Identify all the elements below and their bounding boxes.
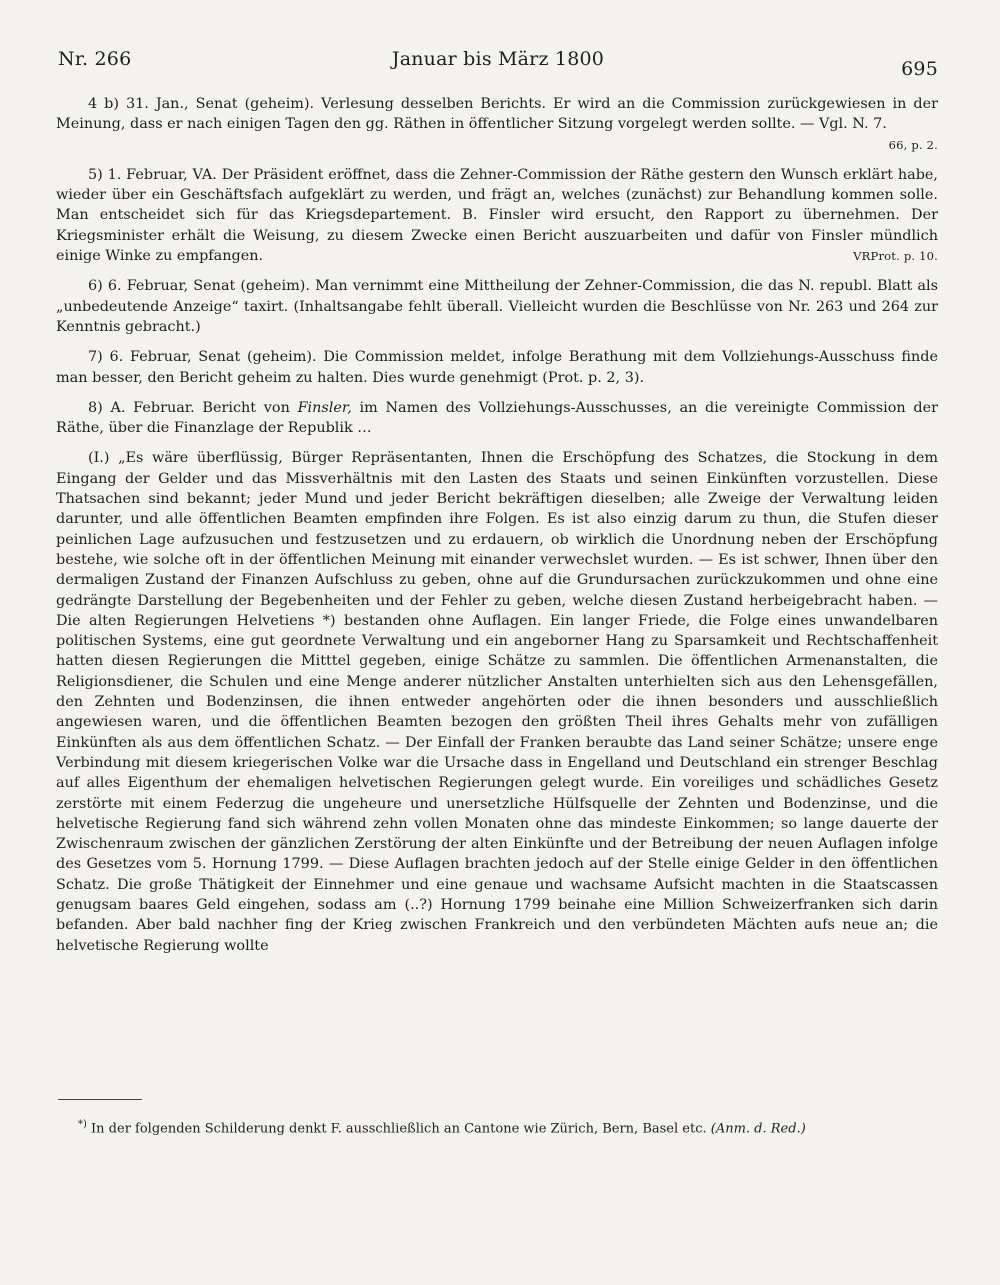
entry-8 (56, 398, 938, 439)
entry-4b (56, 94, 938, 152)
footnote-text: In der folgenden Schilderung denkt F. ausschließlich an Cantone wie Zürich, Bern, Basel etc. (86, 1121, 711, 1137)
footnote-divider (58, 1099, 142, 1100)
entry-5-text: 5) 1. Februar, VA. Der Präsident eröffnet, dass die Zehner-Commission der Räthe gestern den Wunsch erklärt habe, wieder über ein Geschäftsfach aufgeklärt zu werden, und frägt an, welches (zunächst) zur Behandlung kommen solle. Man entscheidet sich für das Kriegsdepartement. B. Finsler wird ersucht, den Rapport zu übernehmen. Der Kriegsminister erhält die Weisung, zu diesem Zwecke einen Bericht auszuarbeiten und dafür von Finsler mündlich einige Winke zu empfangen. (56, 166, 938, 265)
entry-5-reference: VRProt. p. 10. (853, 249, 938, 264)
page-header (58, 48, 938, 82)
entry-7: 7) 6. Februar, Senat (geheim). Die Commission meldet, infolge Berathung mit dem Vollziehungs-Ausschuss finde man besser, den Bericht geheim zu halten. Dies wurde genehmigt (Prot. p. 2, 3). (56, 349, 938, 386)
entry-8-start: 8) A. Februar. Bericht von (88, 399, 298, 416)
page-number: 695 (901, 58, 938, 80)
entry-8-end: im Namen des Vollziehungs-Ausschusses, an die vereinigte Commission der Räthe, über die Finanzlage der Republik … (56, 399, 938, 437)
editor-note: (Anm. d. Red.) (710, 1121, 806, 1137)
footnote-mark: *) (78, 1119, 87, 1130)
running-title: Januar bis März 1800 (391, 48, 605, 70)
document-number: Nr. 266 (58, 48, 132, 70)
entry-4b-reference: 66, p. 2. (888, 137, 938, 152)
footnote (78, 1116, 938, 1138)
author-name: Finsler, (297, 399, 352, 416)
main-text (56, 94, 938, 956)
report-text: (I.) „Es wäre überflüssig, Bürger Repräsentanten, Ihnen die Erschöpfung des Schatzes, die Stockung in dem Eingang der Gelder und das Missverhältnis mit den Lasten des Staats und seinen Einkünften vorzustellen. Diese Thatsachen sind bekannt; jeder Mund und jeder Bericht bekräftigen dieselben; alle Zweige der Verwaltung leiden darunter, und alle öffentlichen Beamten empfinden ihre Folgen. Es ist also einzig darum zu thun, die Stufen dieser peinlichen Lage aufzusuchen und festzusetzen und zu erdauern, ob wirklich die Unordnung neben der Erschöpfung bestehe, wie solche oft in der öffentlichen Meinung mit einander verwechslet wurden. — Es ist schwer, Ihnen über den dermaligen Zustand der Finanzen Aufschluss zu geben, ohne auf die Grundursachen zurückzukommen und ohne eine gedrängte Darstellung der Begebenheiten und der Fehler zu geben, welche diesen Zustand herbeigebracht haben. — Die alten Regierungen Helvetiens *) bestanden ohne Auflagen. Ein langer Friede, die Folge eines unwandelbaren politischen Systems, eine gut geordnete Verwaltung und ein angeborner Hang zu Sparsamkeit und Rechtschaffenheit hatten diesen Regierungen die Mitttel gegeben, einige Schätze zu sammlen. Die öffentlichen Armenanstalten, die Religionsdiener, die Schulen und eine Menge anderer nützlicher Anstalten unterhielten sich aus den Lehensgefällen, den Zehnten und Bodenzinsen, die ihnen entweder angehörten oder die ihnen besonders und ausschließlich angewiesen waren, und die öffentlichen Beamten bezogen den größten Theil ihres Gehalts mehr von zufälligen Einkünften als aus dem öffentlichen Schatz. — Der Einfall der Franken beraubte das Land seiner Schätze; unsere enge Verbindung mit diesem kriegerischen Volke war die Ursache dass in Engelland und Deutschland ein strenger Beschlag auf alles Eigenthum der ehemaligen helvetischen Regierungen gelegt wurde. Ein voreiliges und schädliches Gesetz zerstörte mit einem Federzug die ungeheure und unersetzliche Hülfsquelle der Zehnten und Bodenzinse, und die helvetische Regierung fand sich während zehn vollen Monaten ohne das mindeste Einkommen; so lange dauerte der Zwischenraum zwischen der gänzlichen Zerstörung der alten Einkünfte und der Betreibung der neuen Auflagen infolge des Gesetzes vom 5. Hornung 1799. — Diese Auflagen brachten jedoch auf der Stelle einige Gelder in den öffentlichen Schatz. Die große Thätigkeit der Einnehmer und eine genaue und wachsame Aufsicht machten in die Staatscassen genugsam baares Geld eingehen, sodass am (..?) Hornung 1799 beinahe eine Million Schweizerfranken sich darin befanden. Aber bald nachher fing der Krieg zwischen Frankreich und den verbündeten Mächten aufs neue an; die helvetische Regierung wollte (56, 450, 938, 954)
entry-5 (56, 165, 938, 266)
entry-4b-text: 4 b) 31. Jan., Senat (geheim). Verlesung desselben Berichts. Er wird an die Commission zurückgewiesen in der Meinung, dass er nach einigen Tagen den gg. Räthen in öffentlicher Sitzung vorgelegt werden sollte. — Vgl. N. 7. (56, 96, 938, 133)
entry-6: 6) 6. Februar, Senat (geheim). Man vernimmt eine Mittheilung der Zehner-Commission, die das N. republ. Blatt als „unbedeutende Anzeige“ taxirt. (Inhaltsangabe fehlt überall. Vielleicht wurden die Beschlüsse von Nr. 263 und 264 zur Kenntnis gebracht.) (56, 278, 938, 335)
